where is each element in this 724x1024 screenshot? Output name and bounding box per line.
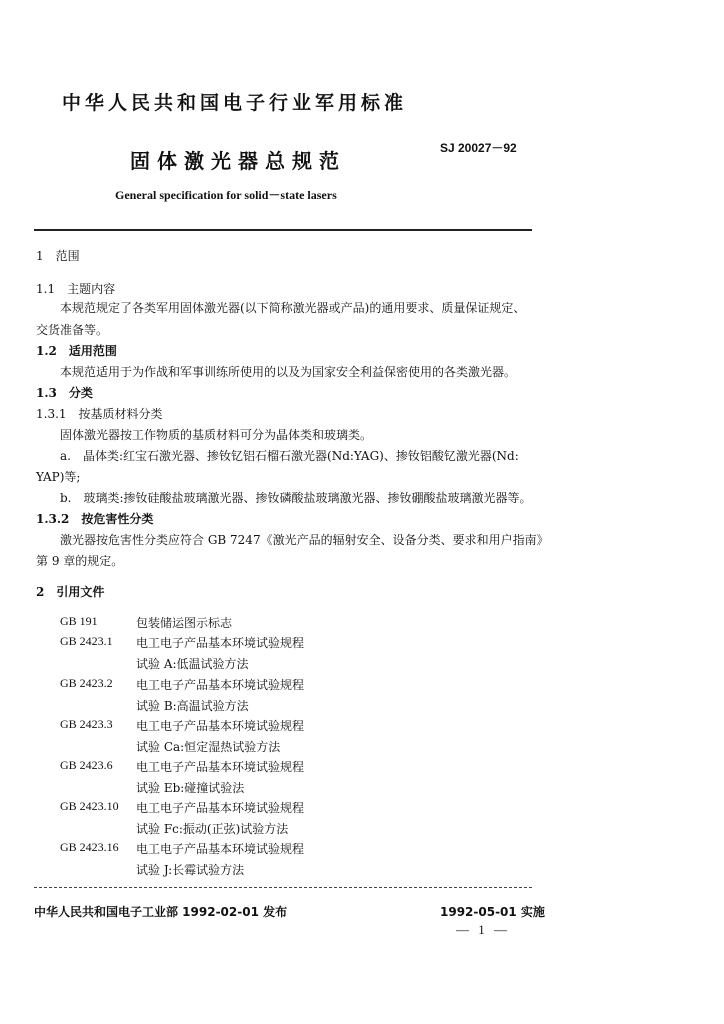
section-1-3-2-para-line2: 第 9 章的规定。: [36, 554, 124, 568]
issued-date: 中华人民共和国电子工业部 1992-02-01 发布: [34, 905, 288, 919]
list-item-b: b. 玻璃类:掺钕硅酸盐玻璃激光器、掺钕磷酸盐玻璃激光器、掺钕硼酸盐玻璃激光器等。: [60, 491, 532, 505]
section-1-2-heading: 1.2 适用范围: [36, 344, 117, 358]
section-1-3-2-heading: 1.3.2 按危害性分类: [36, 512, 154, 526]
section-1-1-para-line2: 交货准备等。: [36, 323, 109, 337]
ref-code: GB 2423.10: [60, 799, 119, 813]
english-title: General specification for solid－state lasers: [115, 188, 337, 202]
list-item-a-line2: YAP)等;: [36, 470, 81, 484]
ref-title: 电工电子产品基本环境试验规程: [136, 801, 305, 815]
ref-title: 电工电子产品基本环境试验规程: [136, 636, 305, 650]
ref-title: 电工电子产品基本环境试验规程: [136, 719, 305, 733]
section-1-3-1-para: 固体激光器按工作物质的基质材料可分为晶体类和玻璃类。: [60, 428, 373, 442]
standard-title: 中华人民共和国电子行业军用标准: [62, 92, 408, 114]
ref-title: 包装储运图示标志: [136, 616, 233, 630]
section-1-1-para-line1: 本规范规定了各类军用固体激光器(以下简称激光器或产品)的通用要求、质量保证规定、: [60, 301, 526, 315]
list-item-a-line1: a. 晶体类:红宝石激光器、掺钕钇铝石榴石激光器(Nd:YAG)、掺钕铝酸钇激光器(Nd:: [60, 449, 519, 463]
ref-subtitle: 试验 Eb:碰撞试验法: [136, 781, 245, 795]
ref-code: GB 2423.16: [60, 840, 119, 854]
standard-code: SJ 20027－92: [440, 141, 517, 155]
ref-title: 电工电子产品基本环境试验规程: [136, 760, 305, 774]
ref-subtitle: 试验 Fc:振动(正弦)试验方法: [136, 822, 289, 836]
ref-subtitle: 试验 A:低温试验方法: [136, 657, 249, 671]
ref-title: 电工电子产品基本环境试验规程: [136, 842, 305, 856]
ref-subtitle: 试验 J:长霉试验方法: [136, 863, 245, 877]
page-number: — 1 —: [456, 922, 510, 937]
ref-subtitle: 试验 Ca:恒定湿热试验方法: [136, 740, 281, 754]
section-1-heading: 1 范围: [36, 249, 80, 263]
ref-code: GB 2423.6: [60, 758, 113, 772]
ref-code: GB 2423.2: [60, 676, 113, 690]
section-2-heading: 2 引用文件: [36, 585, 105, 599]
bottom-rule: [34, 887, 532, 889]
ref-code: GB 191: [60, 614, 98, 628]
document-title: 固体激光器总规范: [130, 149, 346, 173]
effective-date: 1992-05-01 实施: [440, 905, 545, 919]
section-1-1-heading: 1.1 主题内容: [36, 282, 116, 296]
ref-title: 电工电子产品基本环境试验规程: [136, 678, 305, 692]
section-1-2-para: 本规范适用于为作战和军事训练所使用的以及为国家安全利益保密使用的各类激光器。: [60, 365, 517, 379]
section-1-3-2-para-line1: 激光器按危害性分类应符合 GB 7247《激光产品的辐射安全、设备分类、要求和用户指南》: [60, 533, 549, 547]
top-rule: [34, 229, 532, 231]
ref-code: GB 2423.1: [60, 634, 113, 648]
ref-subtitle: 试验 B:高温试验方法: [136, 699, 249, 713]
ref-code: GB 2423.3: [60, 717, 113, 731]
section-1-3-heading: 1.3 分类: [36, 386, 93, 400]
section-1-3-1-heading: 1.3.1 按基质材料分类: [36, 407, 163, 421]
